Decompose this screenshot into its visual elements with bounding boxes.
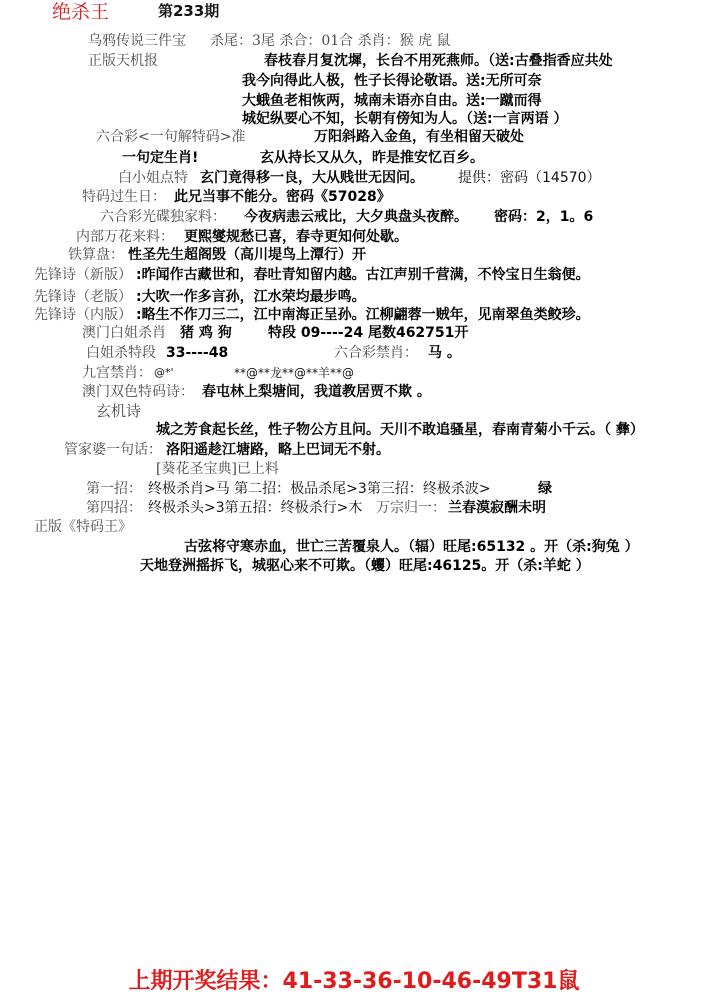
password-code: 密码：2，1。6	[494, 209, 594, 225]
poem-line: 更熙燮规愁已喜，春寺更知何处歇。	[184, 229, 408, 245]
section-label: 先锋诗（内版）	[34, 307, 132, 323]
section-label: 六合彩光碟独家料：	[100, 209, 226, 225]
issue-number: 第233期	[158, 2, 220, 20]
move-line: 终极杀肖>马 第二招：极品杀尾>3第三招：终极杀波>	[148, 481, 491, 497]
page-title: 绝杀王	[52, 1, 110, 23]
section-label: 白姐杀特段	[86, 345, 156, 361]
move-line: 终极杀头>3第五招：终极杀行>木	[148, 500, 363, 516]
poem-line: 性圣先生超阁毁（高川堤鸟上潭行）开	[128, 247, 366, 263]
section-label: 铁算盘：	[68, 247, 124, 263]
move-result: 兰春漠寂酬未明	[448, 500, 546, 516]
section-label: 万宗归一：	[376, 500, 446, 516]
section-label: 六合彩<一句解特码>准	[96, 129, 246, 145]
poem-line: 洛阳遥趁江塘路，略上巴词无不射。	[166, 442, 390, 458]
section-label: 第四招：	[86, 500, 142, 516]
kill-range: 特段 09----24 尾数462751开	[268, 325, 469, 341]
kill-zodiacs: 猪 鸡 狗	[180, 325, 232, 341]
banned-zodiac: 马 。	[428, 345, 461, 361]
poem-line: 城妃纵要心不知，长朝有傍知为人。（送:一言两语 ）	[242, 111, 568, 127]
poem-line: 我今向得此人极，性子长得论敬语。送:无所可奈	[242, 73, 542, 89]
kill-summary: 杀尾：3尾 杀合：01合 杀肖：猴 虎 鼠	[210, 33, 451, 49]
last-draw-result: 上期开奖结果：41-33-36-10-46-49T31鼠	[128, 969, 580, 994]
symbol-string: **@**龙**@**羊**@	[234, 366, 355, 380]
poem-line: 玄门竟得移一良，大从贱世无因问。	[200, 170, 424, 186]
section-label: 特码过生日：	[82, 189, 166, 205]
section-label: 白小姐点特	[118, 170, 188, 186]
poem-line: 春屯林上梨塘间，我道教居贾不欺 。	[202, 384, 431, 400]
section-label: 六合彩禁肖：	[334, 345, 418, 361]
section-label: 先锋诗（新版）	[34, 267, 132, 283]
section-label: 玄机诗	[96, 402, 142, 420]
section-label: 九宫禁肖：	[82, 365, 152, 381]
poem-line: :大吹一作多言孙，江水荣均最步鸣。	[136, 289, 366, 305]
poem-line: 玄从持长又从久，昨是推安忆百乡。	[260, 150, 484, 166]
poem-line: 今夜病恚云戒比，大夕典盘头夜醉。	[244, 209, 468, 225]
section-label: 澳门白姐杀肖	[82, 325, 166, 341]
poem-line: 古弦将守寒赤血，世亡三苦覆泉人。（辐）旺尾:65132 。开（杀:狗兔 ）	[184, 539, 639, 555]
section-label: 乌鸦传说三件宝	[88, 33, 186, 49]
poem-line: :昨闻作古藏世和，春吐青知留内越。古江声别千营满，不怜宝日生翁便。	[136, 267, 590, 283]
poem-line: 大蛾鱼老相恢两，城南未语亦自由。送:一蹴而得	[242, 93, 542, 109]
password-code: 提供：密码（14570）	[458, 170, 601, 186]
poem-line: 此兄当事不能分。密码《57028》	[174, 189, 391, 205]
poem-line: 城之芳食起长丝，性子物公方且问。天川不敢追骚星，春南青菊小千云。（ 彝）	[156, 422, 644, 438]
move-result: 绿	[538, 481, 552, 497]
section-label: 先锋诗（老版）	[34, 289, 132, 305]
section-label: 正版《特码王》	[34, 519, 132, 535]
poem-line: 万阳斜路入金鱼，有坐相留天破处	[314, 129, 524, 145]
symbol-string: @*'	[154, 366, 174, 379]
section-label: 澳门双色特码诗：	[82, 384, 194, 400]
poem-line: :略生不作刀三二，江中南海正呈孙。江柳翩蓉一贼年，见南翠鱼类鲛珍。	[136, 307, 590, 323]
section-label: [葵花圣宝典]已上料	[156, 461, 279, 477]
section-label: 第一招：	[86, 481, 142, 497]
section-label: 正版天机报	[88, 53, 158, 69]
section-label: 管家婆一句话：	[64, 442, 162, 458]
section-label: 一句定生肖!	[122, 150, 199, 166]
poem-line: 春枝春月复沈墀，长台不用死燕师。（送:古叠指香应共处	[264, 53, 613, 69]
section-label: 内部万花来料：	[76, 229, 174, 245]
poem-line: 天地登洲摇拆飞，城驱心来不可欺。（蠼）旺尾:46125。开（杀:羊蛇 ）	[140, 558, 590, 574]
kill-range: 33----48	[166, 345, 229, 361]
